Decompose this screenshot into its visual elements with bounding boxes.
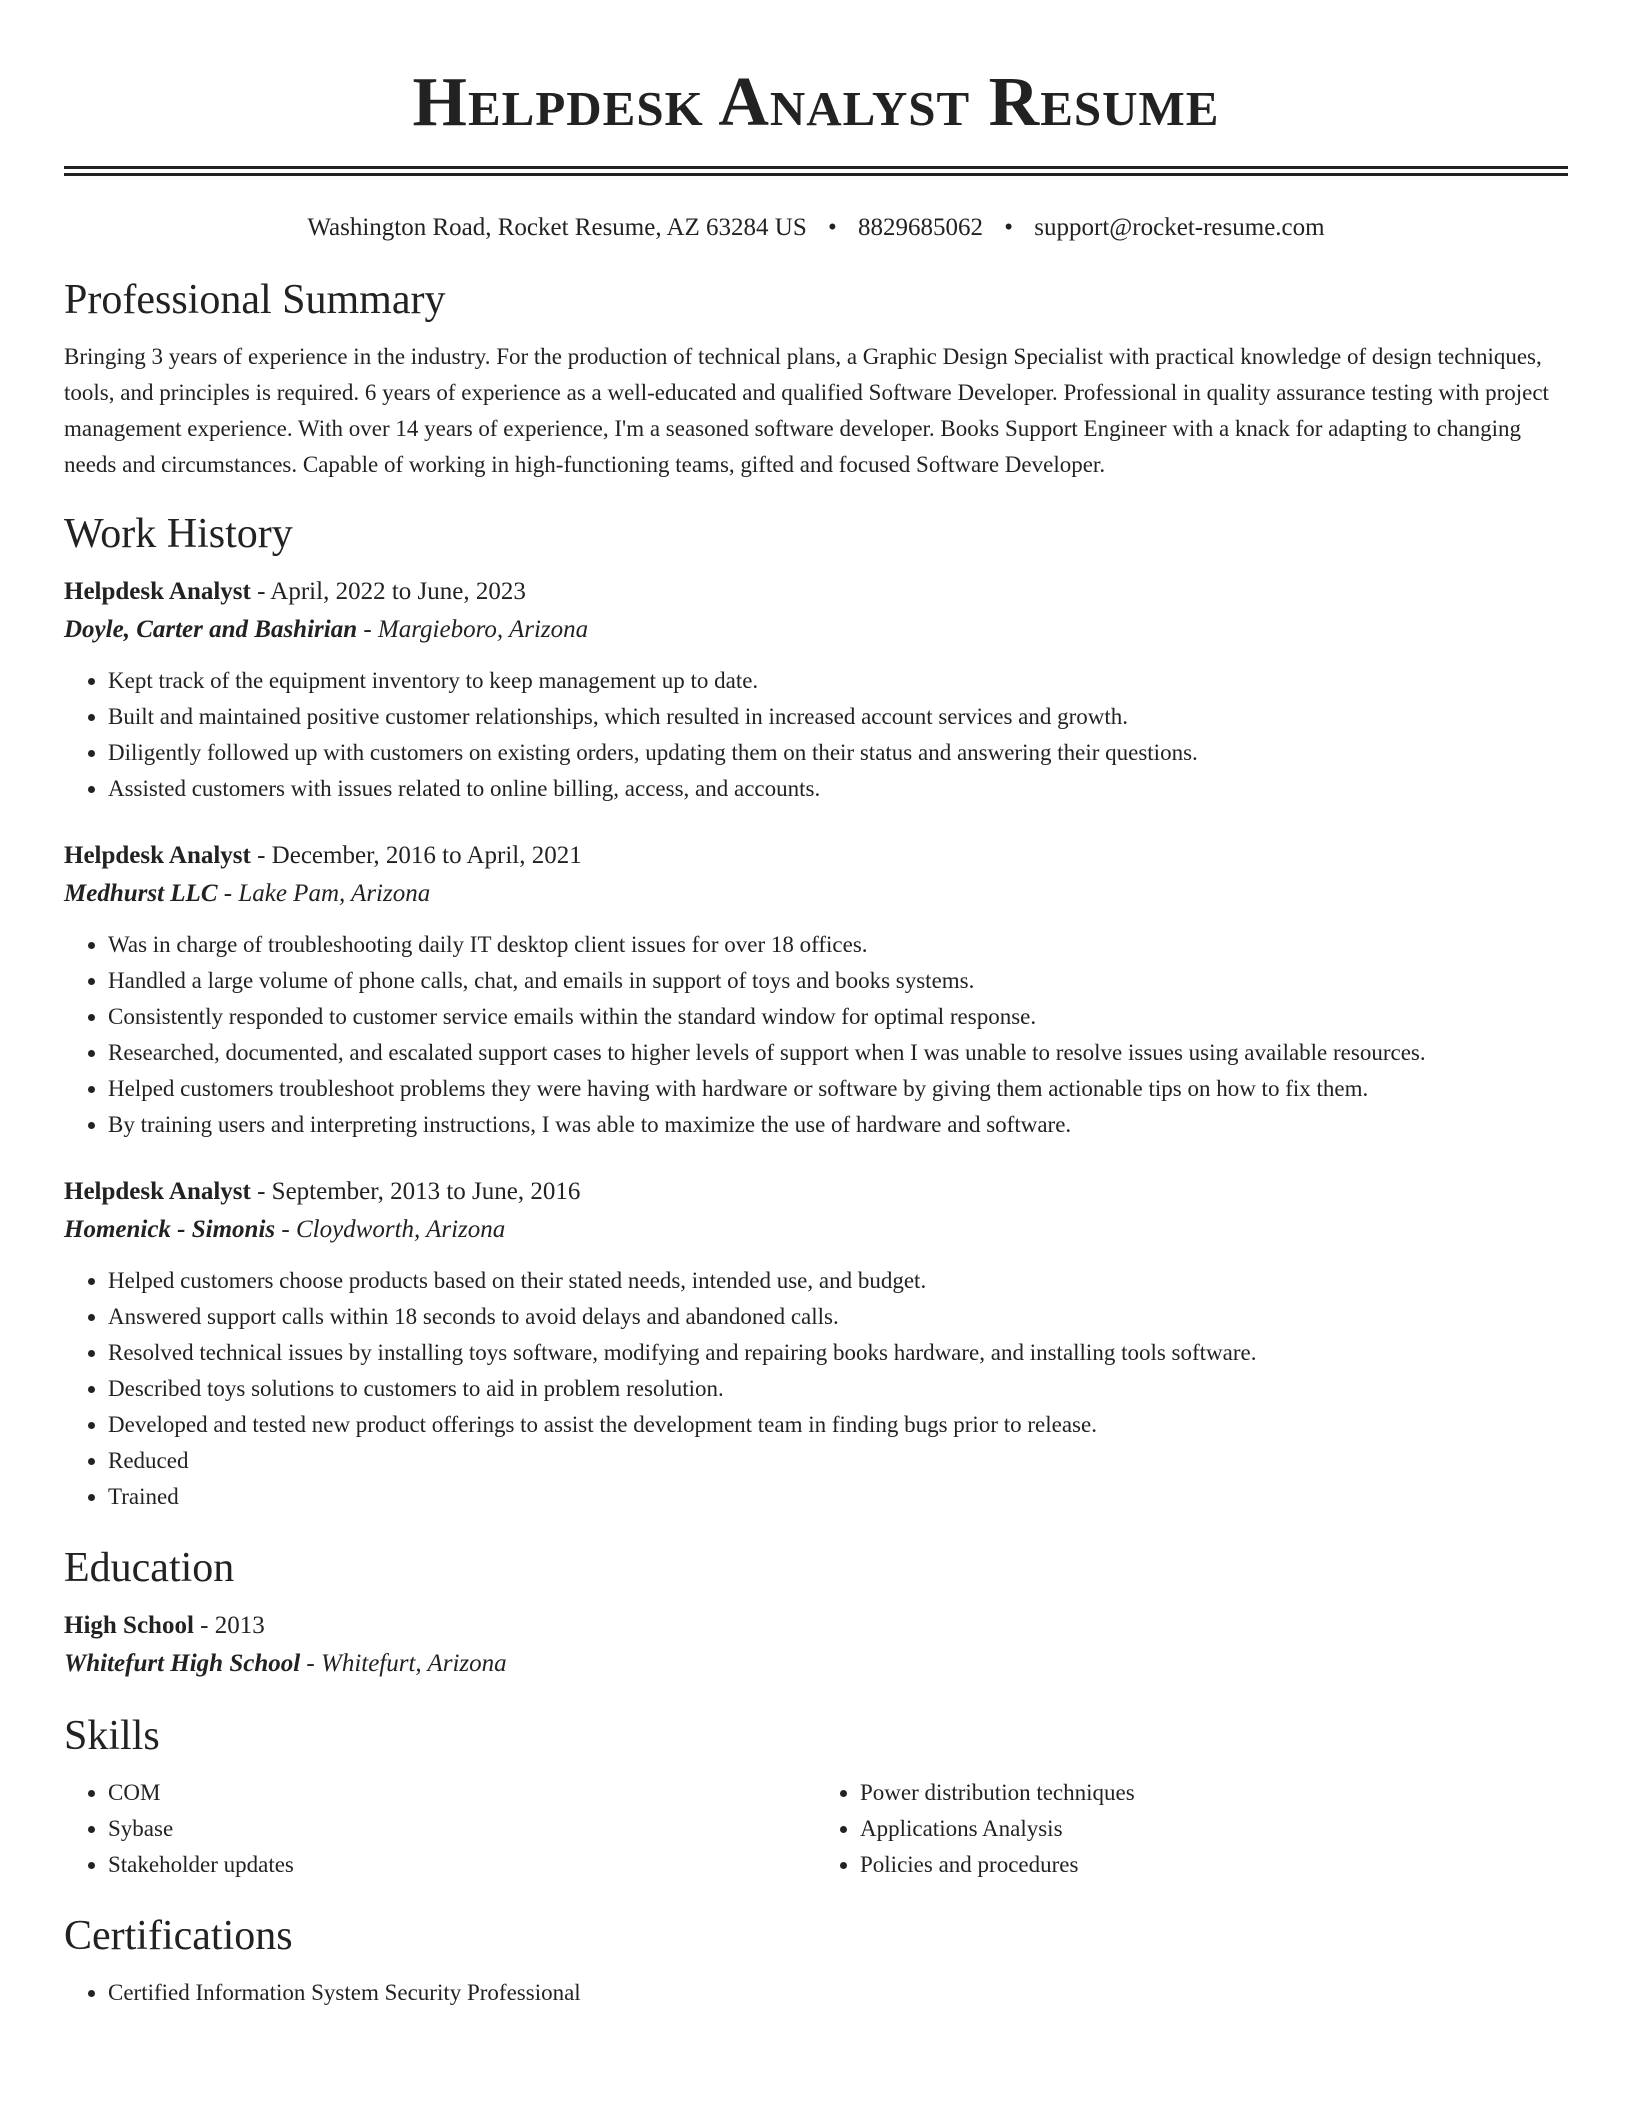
education-degree: High School bbox=[64, 1612, 194, 1639]
skill-item: • Policies and procedures bbox=[860, 1847, 1568, 1883]
job-entry bbox=[64, 1173, 1568, 1515]
contact-separator: • bbox=[1004, 214, 1014, 241]
job-bullet: • Helped customers choose products based on their stated needs, intended use, and budget. bbox=[108, 1263, 1568, 1299]
job-bullet: • Diligently followed up with customers on existing orders, updating them on their status and answering their questions. bbox=[108, 735, 1568, 771]
education-year: - 2013 bbox=[193, 1612, 265, 1639]
education-location: - Whitefurt, Arizona bbox=[300, 1650, 507, 1677]
job-company-line bbox=[64, 1211, 1568, 1249]
job-bullet: • Built and maintained positive customer relationships, which resulted in increased account services and growth. bbox=[108, 699, 1568, 735]
job-bullet: • Reduced bbox=[108, 1443, 1568, 1479]
job-dates: - December, 2016 to April, 2021 bbox=[250, 842, 582, 869]
skill-item: • Sybase bbox=[108, 1811, 816, 1847]
title-double-rule bbox=[64, 166, 1568, 176]
job-bullet: • Helped customers troubleshoot problems they were having with hardware or software by giving them actionable tips on how to fix them. bbox=[108, 1071, 1568, 1107]
job-header bbox=[64, 1173, 1568, 1211]
job-header bbox=[64, 837, 1568, 875]
job-bullet: • By training users and interpreting instructions, I was able to maximize the use of hardware and software. bbox=[108, 1107, 1568, 1143]
education-header bbox=[64, 1607, 1568, 1645]
contact-address: Washington Road, Rocket Resume, AZ 63284 US bbox=[307, 214, 807, 241]
skills-list-right bbox=[816, 1775, 1568, 1883]
education-entry bbox=[64, 1607, 1568, 1683]
contact-line bbox=[64, 211, 1568, 245]
job-position: Helpdesk Analyst bbox=[64, 1178, 251, 1205]
job-dates: - April, 2022 to June, 2023 bbox=[250, 578, 526, 605]
job-bullet: • Researched, documented, and escalated support cases to higher levels of support when I was unable to resolve issues using available resources. bbox=[108, 1035, 1568, 1071]
education-school: Whitefurt High School bbox=[64, 1650, 301, 1677]
job-company: Homenick - Simonis bbox=[64, 1216, 276, 1243]
job-company-line bbox=[64, 875, 1568, 913]
job-company-line bbox=[64, 611, 1568, 649]
contact-separator: • bbox=[828, 214, 837, 241]
job-bullets bbox=[64, 1263, 1568, 1515]
job-bullet: • Answered support calls within 18 seconds to avoid delays and abandoned calls. bbox=[108, 1299, 1568, 1335]
certifications-heading: Certifications bbox=[64, 1913, 293, 1959]
skill-item: • Power distribution techniques bbox=[860, 1775, 1568, 1811]
job-bullet: • Trained bbox=[108, 1479, 1568, 1515]
job-bullet: • Developed and tested new product offerings to assist the development team in finding bugs prior to release. bbox=[108, 1407, 1568, 1443]
job-bullet: • Was in charge of troubleshooting daily IT desktop client issues for over 18 offices. bbox=[108, 927, 1568, 963]
resume-title: Helpdesk Analyst Resume bbox=[412, 64, 1220, 141]
skills-heading: Skills bbox=[64, 1713, 160, 1759]
job-company: Doyle, Carter and Bashirian bbox=[64, 616, 358, 643]
job-location: - Margieboro, Arizona bbox=[357, 616, 589, 643]
job-bullet: • Assisted customers with issues related to online billing, access, and accounts. bbox=[108, 771, 1568, 807]
skills-list-left bbox=[64, 1775, 816, 1883]
contact-phone: 8829685062 bbox=[858, 214, 984, 241]
certifications-list bbox=[64, 1975, 1568, 2011]
work-history-heading: Work History bbox=[64, 511, 293, 557]
job-position: Helpdesk Analyst bbox=[64, 842, 251, 869]
job-location: - Lake Pam, Arizona bbox=[217, 880, 431, 907]
job-bullet: • Kept track of the equipment inventory to keep management up to date. bbox=[108, 663, 1568, 699]
job-location: - Cloydworth, Arizona bbox=[275, 1216, 506, 1243]
job-entry bbox=[64, 573, 1568, 807]
job-dates: - September, 2013 to June, 2016 bbox=[250, 1178, 581, 1205]
job-header bbox=[64, 573, 1568, 611]
contact-email: support@rocket-resume.com bbox=[1034, 214, 1325, 241]
job-bullet: • Described toys solutions to customers to aid in problem resolution. bbox=[108, 1371, 1568, 1407]
job-bullet: • Consistently responded to customer service emails within the standard window for optimal response. bbox=[108, 999, 1568, 1035]
summary-heading: Professional Summary bbox=[64, 277, 446, 323]
education-heading: Education bbox=[64, 1545, 235, 1591]
skill-item: • Stakeholder updates bbox=[108, 1847, 816, 1883]
job-position: Helpdesk Analyst bbox=[64, 578, 251, 605]
summary-text: Bringing 3 years of experience in the industry. For the production of technical plans, a Graphic Design Specialist with practical knowledge of design techniques, tools, and principles is required. 6 years of experience as a well-educated and qualified Software Developer. Professional in quality assurance testing with project management experience. With over 14 years of experience, I'm a seasoned software developer. Books Support Engineer with a knack for adapting to changing needs and circumstances. Capable of working in high-functioning teams, gifted and focused Software Developer. bbox=[64, 344, 1549, 477]
certification-item: • Certified Information System Security Professional bbox=[108, 1975, 1568, 2011]
job-bullets bbox=[64, 927, 1568, 1143]
skills-columns bbox=[64, 1775, 1568, 1883]
job-company: Medhurst LLC bbox=[64, 880, 218, 907]
job-bullets bbox=[64, 663, 1568, 807]
education-school-line bbox=[64, 1645, 1568, 1683]
job-bullet: • Resolved technical issues by installing toys software, modifying and repairing books hardware, and installing tools software. bbox=[108, 1335, 1568, 1371]
skill-item: • COM bbox=[108, 1775, 816, 1811]
job-bullet: • Handled a large volume of phone calls, chat, and emails in support of toys and books systems. bbox=[108, 963, 1568, 999]
skill-item: • Applications Analysis bbox=[860, 1811, 1568, 1847]
job-entry bbox=[64, 837, 1568, 1143]
